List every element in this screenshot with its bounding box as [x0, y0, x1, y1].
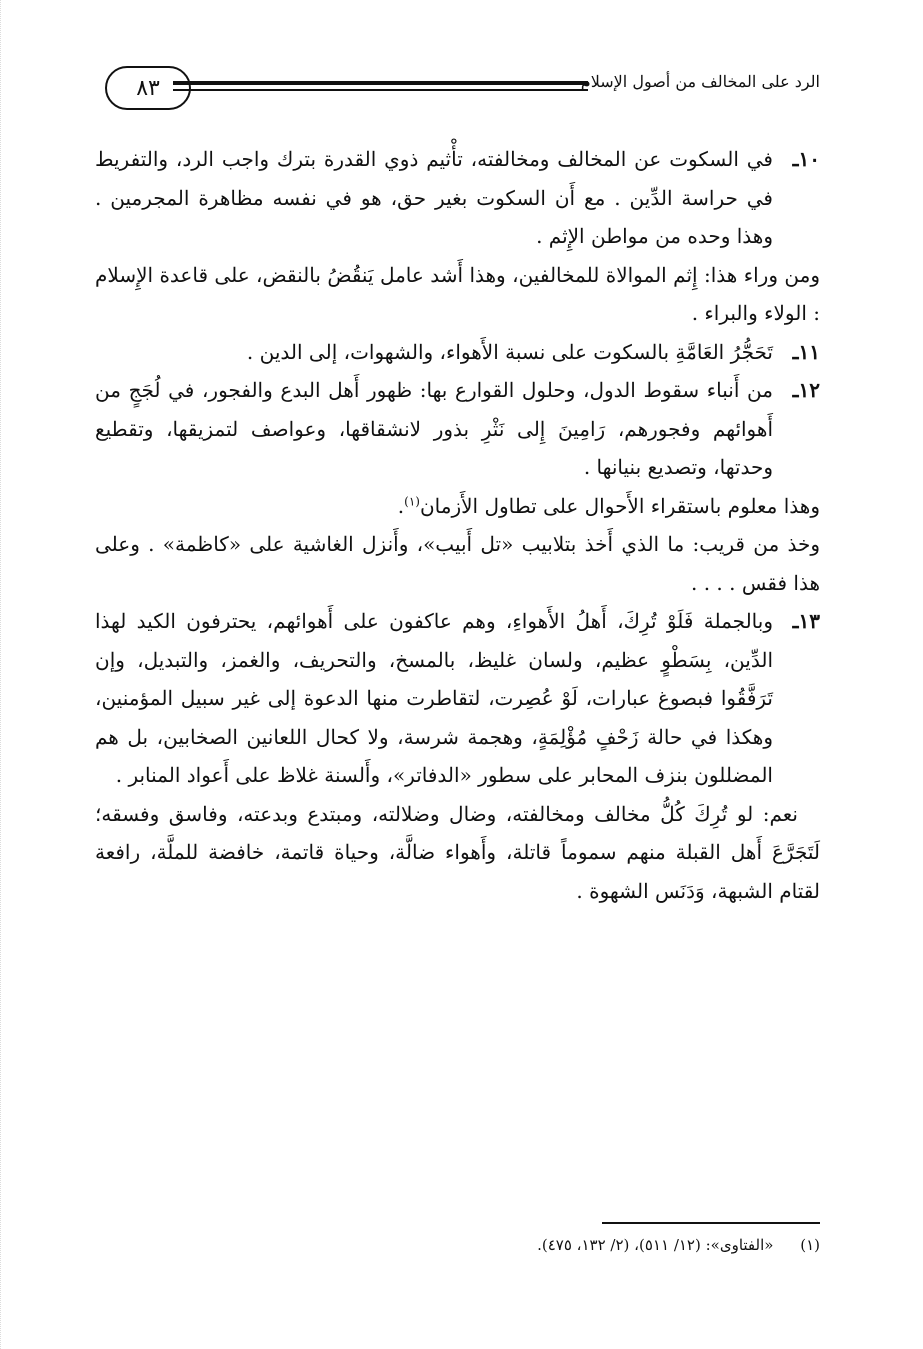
footnote-number: (١): [800, 1236, 820, 1254]
paragraph-with-footnote: [95, 487, 820, 526]
paragraph-continuation: [95, 256, 820, 333]
paragraph-main-text: وهذا معلوم باستقراء الأَحوال على تطاول الأَزمان: [419, 493, 820, 518]
paragraph-text: نعم: لو تُرِكَ كُلُّ مخالف ومخالفته، وضال وضلالته، ومبتدع وبدعته، وفاسق وفسقه؛ لَتَجَرَّعَ أَهل القبلة منهم سموماً قاتلة، وأَهواء ضالَّة، وحياة قاتمة، خافضة للملَّة، رافعة لقتام الشبهة، وَدَنَس الشهوة .: [95, 801, 820, 903]
item-text: تَحَجُّرُ العَامَّةِ بالسكوت على نسبة الأَهواء، والشهوات، إلى الدين .: [246, 339, 773, 364]
page-number: ٨٣: [105, 66, 191, 110]
item-text: من أَنباء سقوط الدول، وحلول القوارع بها: ظهور أَهل البدع والفجور، في لُجَجٍ من أَهوائهم وفجورهم، رَامِينَ إِلى نَثْرِ بذور لانشقاقها، وعواصف لتمزيقها، وتقطيع وحدتها، وتصديع بنيانها .: [95, 378, 773, 479]
item-number: ١٣ـ: [792, 609, 820, 633]
item-text: وبالجملة فَلَوْ تُرِكَ، أَهلُ الأَهواءِ، وهم عاكفون على أَهوائهم، يحترفون الكيد لهذا الدِّين، بِسَطْوٍ عظيم، ولسان غليظ، بالمسخ، والتحريف، والغمز، والتبديل، وإن تَرَفَّقُوا فبصوغ عبارات، لَوْ عُصِرت، لتقاطرت منها الدعوة إلى غير سبيل المؤمنين، وهكذا في حالة زَحْفٍ مُؤْلِمَةٍ، وهجمة شرسة، ولا كحال اللعانين الصخابين، بل هم المضللون بنزف المحابر على سطور «الدفاتر»، وأَلسنة غلاظ على أَعواد المنابر .: [95, 609, 773, 787]
header-double-rule: [173, 81, 588, 95]
closing-paragraph: [95, 795, 820, 911]
numbered-item-12: [95, 371, 820, 487]
footnote-separator: [602, 1222, 820, 1224]
footnote-text: «الفتاوى»: (١٢/ ٥١١)، (٢/ ١٣٢، ٤٧٥).: [537, 1236, 774, 1254]
item-number: ١٠ـ: [792, 147, 820, 171]
item-number: ١٢ـ: [792, 378, 820, 402]
numbered-item-11: [95, 333, 820, 372]
item-text: في السكوت عن المخالف ومخالفته، تأْثيم ذوي القدرة بترك واجب الرد، والتفريط في حراسة الدِّين . مع أَن السكوت بغير حق، هو في نفسه مظاهرة المجرمين . وهذا وحده من مواطن الإِثم .: [95, 147, 773, 248]
page-header: [95, 66, 820, 112]
paragraph-text: [95, 487, 820, 526]
page-body: [95, 140, 820, 910]
paragraph-text: ومن وراء هذا: إِثم الموالاة للمخالفين، وهذا أَشد عامل يَنقُضُ بالنقض، على قاعدة الإِسلام : الولاء والبراء .: [95, 262, 820, 325]
running-title: الرد على المخالف من أصول الإسلام: [580, 72, 820, 91]
paragraph-text: وخذ من قريب: ما الذي أَخذ بتلابيب «تل أَبيب»، وأَنزل الغاشية على «كاظمة» . وعلى هذا فقس . . . .: [95, 532, 820, 595]
numbered-item-10: [95, 140, 820, 256]
numbered-item-13: [95, 602, 820, 795]
footnote-reference[interactable]: (١): [404, 493, 420, 508]
item-number: ١١ـ: [792, 339, 820, 364]
paragraph-continuation: [95, 525, 820, 602]
scan-edge-dots: [0, 0, 2, 1349]
paragraph-tail: .: [397, 493, 405, 518]
footnote: [95, 1236, 820, 1254]
